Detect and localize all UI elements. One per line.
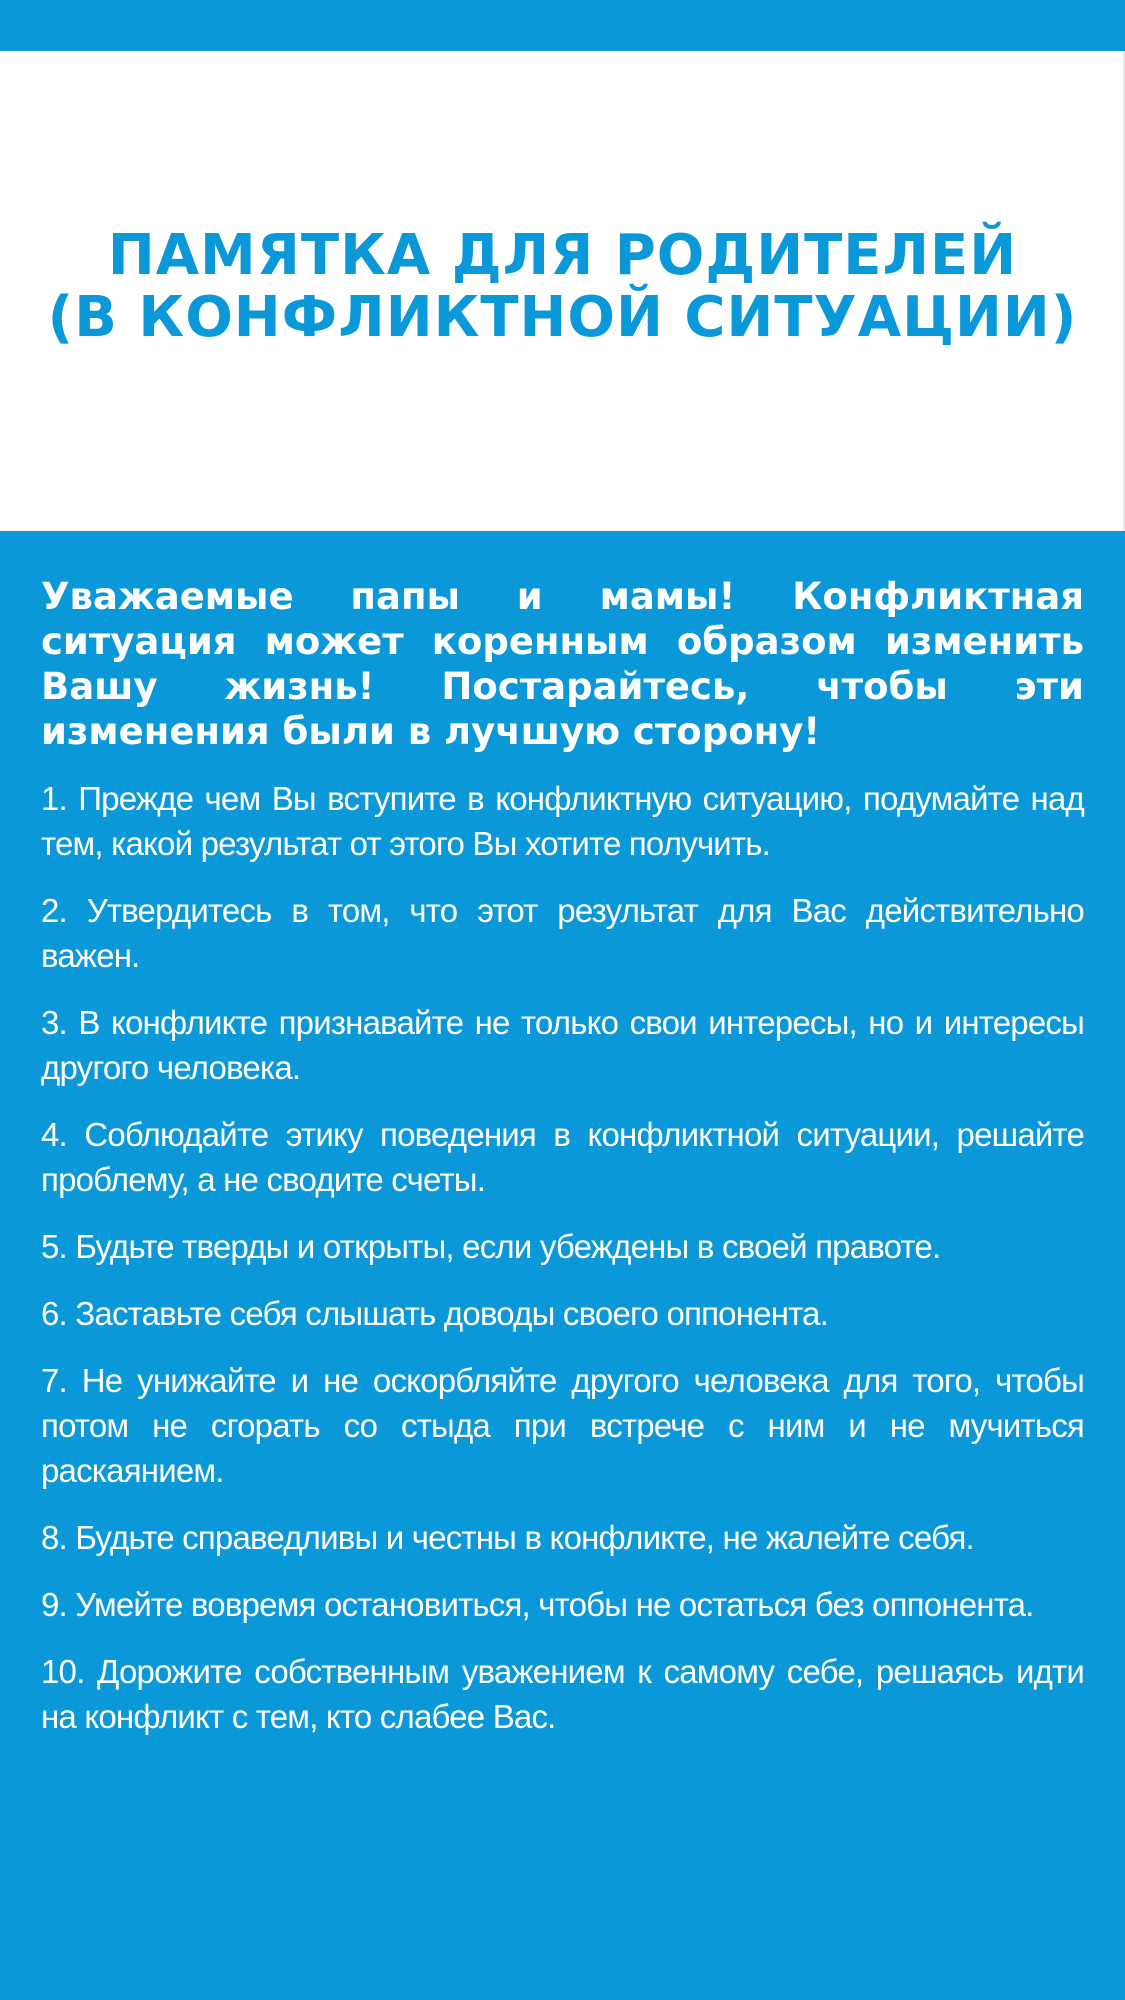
rule-item-6: 6. Заставьте себя слышать доводы своего оппонента. — [41, 1295, 828, 1332]
title-line-2: (В КОНФЛИКТНОЙ СИТУАЦИИ) — [47, 285, 1078, 350]
rule-item-3: 3. В конфликте признавайте не только свои интересы, но и интересы другого человека. — [41, 1004, 1084, 1086]
rule-item-4: 4. Соблюдайте этику поведения в конфликтной ситуации, решайте проблему, а не сводите счеты. — [41, 1116, 1084, 1198]
memo-body — [41, 574, 1084, 1761]
rule-item-2: 2. Утвердитесь в том, что этот результат для Вас действительно важен. — [41, 892, 1084, 974]
rule-item-5: 5. Будьте тверды и открыты, если убеждены в своей правоте. — [41, 1228, 941, 1265]
rule-item-8: 8. Будьте справедливы и честны в конфликте, не жалейте себя. — [41, 1519, 974, 1556]
rule-item-10: 10. Дорожите собственным уважением к самому себе, решаясь идти на конфликт с тем, кто слабее Вас. — [41, 1653, 1084, 1735]
top-color-bar — [0, 0, 1125, 51]
rule-item-1: 1. Прежде чем Вы вступите в конфликтную ситуацию, подумайте над тем, какой результат от этого Вы хотите получить. — [41, 780, 1084, 862]
rule-item-9: 9. Умейте вовремя остановиться, чтобы не остаться без оппонента. — [41, 1586, 1034, 1623]
intro-text: Уважаемые папы и мамы! Конфликтная ситуация может коренным образом изменить Вашу жизнь! Постарайтесь, чтобы эти изменения были в лучшую сторону! — [41, 575, 1084, 753]
title-line-1: ПАМЯТКА ДЛЯ РОДИТЕЛЕЙ — [107, 223, 1018, 288]
rule-item-7: 7. Не унижайте и не оскорбляйте другого человека для того, чтобы потом не сгорать со стыда при встрече с ним и не мучиться раскаянием. — [41, 1362, 1084, 1489]
page-title — [0, 225, 1125, 349]
